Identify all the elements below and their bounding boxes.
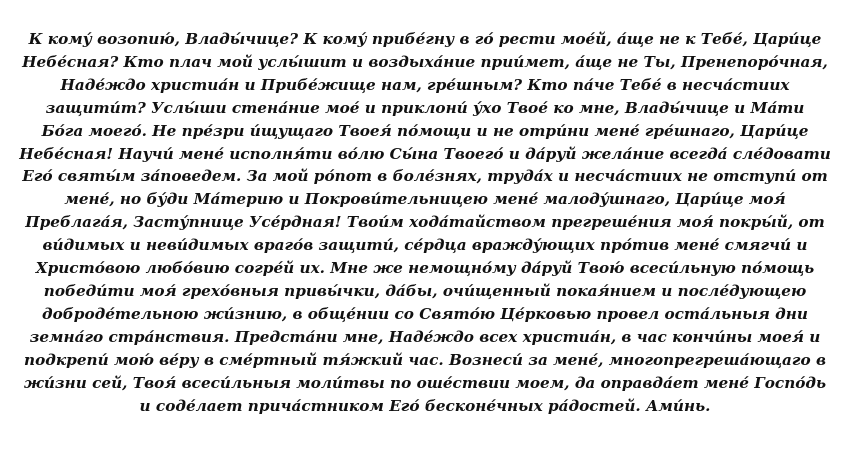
prayer-line: Небе́сная? Кто плач мой услы́шит и воздыха́ние прии́мет, а́ще не Ты, Пренепоро́чная, bbox=[22, 52, 828, 71]
prayer-line: ви́димых и неви́димых враго́в защити́, се́рдца вражду́ющих про́тив мене́ смягчи́ и bbox=[42, 236, 808, 255]
prayer-line: Бо́га моего́. Не пре́зри и́щущаго Твоея́ по́мощи и не отри́ни мене́ гре́шнаго, Цари́це bbox=[41, 121, 809, 140]
prayer-line: доброде́тельною жи́знию, в обще́нии со Свято́ю Це́рковью провел оста́льныя дни bbox=[42, 304, 808, 323]
prayer-line: и соде́лает прича́стником Его́ бесконе́чных ра́достей. Ами́нь. bbox=[139, 396, 711, 415]
prayer-line: мене́, но бу́ди Ма́терию и Покрови́тельницею мене́ малоду́шнаго, Цари́це моя́ bbox=[64, 190, 786, 209]
prayer-line: К кому́ возопию́, Влады́чице? К кому́ прибе́гну в го́ рести мое́й, а́ще не к Тебе́, Цари́це bbox=[28, 30, 822, 48]
prayer-line: жи́зни сей, Твоя́ всеси́льныя моли́твы по оше́ствии моем, да оправда́ет мене́ Госпо́дь bbox=[23, 373, 827, 392]
prayer-line: Христо́вою любо́вию согре́й их. Мне же немощно́му да́руй Твою́ всеси́льную по́мощь bbox=[35, 259, 815, 278]
prayer-line: Небе́сная! Научи́ мене́ исполня́ти во́лю Сы́на Твоего́ и да́руй жела́ние всегда́ сле́довати bbox=[19, 144, 831, 163]
prayer-line: защити́т? Услы́ши стена́ние мое́ и приклони́ у́хо Твое́ ко мне, Влады́чице и Ма́ти bbox=[45, 98, 805, 117]
prayer-line: победи́ти моя́ грехо́вныя привы́чки, да́бы, очи́щенный покая́нием и после́дующею bbox=[43, 281, 807, 300]
prayer-line: Наде́ждо христиа́н и Прибе́жище нам, гре́шным? Кто па́че Тебе́ в несча́стиих bbox=[60, 75, 790, 94]
prayer-line: Преблага́я, Засту́пнице Усе́рдная! Твои́м хода́тайством прегреше́ния моя́ покры́й, от bbox=[25, 213, 825, 232]
prayer-line: Его́ святы́м за́поведем. За мой ро́пот в боле́знях, труда́х и несча́стиих не отступи́ от bbox=[22, 167, 828, 186]
prayer-line: подкрепи́ мою́ ве́ру в сме́ртный тя́жкий час. Вознеси́ за мене́, многопрегреша́ющаго в bbox=[24, 350, 826, 369]
prayer-line: земна́го стра́нствия. Предста́ни мне, Наде́ждо всех христиа́н, в час кончи́ны моея́ и bbox=[29, 327, 821, 346]
prayer-text bbox=[0, 28, 850, 417]
